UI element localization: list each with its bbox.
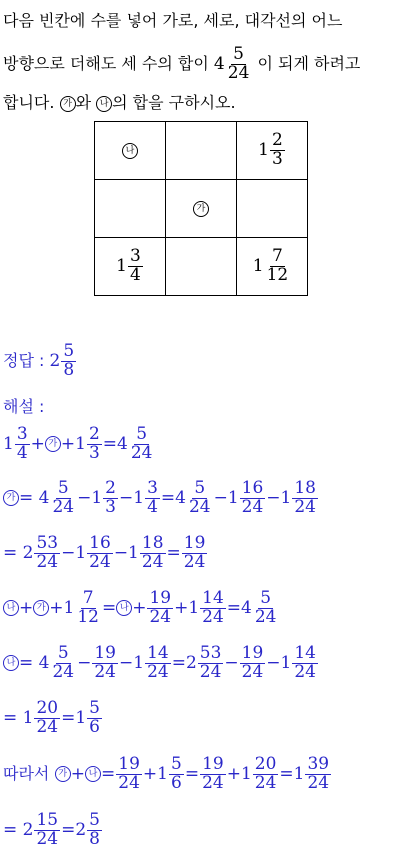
grid-cell-empty <box>237 180 308 238</box>
question-text: 이 되게 하려고 <box>257 53 361 73</box>
circled-na-marker: 나 <box>85 766 101 782</box>
solution-step-5: 나 = 4 $\frac{5}{24}$ − $\frac{19}{24}$ −1 $\frac{14}{24}$ =2 $\frac{53}{24}$ − $\frac{19}{24}$ −1 $\frac{14}{24}$ <box>3 645 319 682</box>
mixed-whole: 1 <box>252 256 264 276</box>
circled-ga-marker: 가 <box>33 600 49 616</box>
sum-whole: 4 <box>213 53 225 74</box>
solution-step-2: 가 = 4 $\frac{5}{24}$ −1 $\frac{2}{3}$ −1 $\frac{3}{4}$ =4 $\frac{5}{24}$ −1 $\frac{16}{24}$ −1 $\frac{18}{24}$ <box>3 480 319 517</box>
answer-whole: 2 <box>49 350 61 371</box>
numerator: 2 <box>272 130 283 151</box>
solution-step-8: = 2 $\frac{15}{24}$ =2 $\frac{5}{8}$ <box>3 810 100 849</box>
solution-step-3: = 2 $\frac{53}{24}$ −1 $\frac{16}{24}$ −1 $\frac{18}{24}$ = $\frac{19}{24}$ <box>3 533 206 572</box>
circled-na-marker: 나 <box>96 96 112 112</box>
denominator: 4 <box>130 265 141 285</box>
circled-na-marker: 나 <box>116 600 132 616</box>
sum-denominator: 24 <box>227 62 250 83</box>
question-line-2 <box>3 46 360 83</box>
circled-ga-marker: 가 <box>3 490 19 506</box>
circled-na-marker: 나 <box>3 600 19 616</box>
numerator: 3 <box>130 246 141 267</box>
denominator: 12 <box>266 265 289 285</box>
therefore-text: 따라서 <box>3 763 50 783</box>
target-sum <box>213 44 252 83</box>
solution-step-6: = 1 $\frac{20}{24}$ =1 $\frac{5}{6}$ <box>3 698 100 737</box>
grid-cell <box>237 122 308 180</box>
question-line-3 <box>3 90 236 113</box>
grid-cell <box>95 122 166 180</box>
sum-numerator: 5 <box>233 44 244 64</box>
numerator: 7 <box>272 246 283 267</box>
circled-na-marker: 나 <box>122 143 138 159</box>
grid-cell-empty <box>166 238 237 296</box>
circled-ga-marker: 가 <box>55 766 71 782</box>
grid-cell <box>95 238 166 296</box>
grid-cell-empty <box>166 122 237 180</box>
solution-step-4: 나 + 가 +1 $\frac{7}{12}$ = 나 + $\frac{19}{24}$ +1 $\frac{14}{24}$ =4 $\frac{5}{24}$ <box>3 590 280 627</box>
circled-na-marker: 나 <box>3 655 19 671</box>
answer-line <box>3 343 77 380</box>
question-text: 방향으로 더해도 세 수의 합이 <box>3 53 209 73</box>
circled-ga-marker: 가 <box>193 201 209 217</box>
grid-cell <box>166 180 237 238</box>
question-text: 의 합을 구하시오. <box>112 93 236 112</box>
solution-step-7: 따라서 가 + 나 = $\frac{19}{24}$ +1 $\frac{5}{6}$ = $\frac{19}{24}$ +1 $\frac{20}{24}$ =1 $\frac{39}{24}$ <box>3 754 330 793</box>
question-text: 와 <box>75 93 92 112</box>
answer-label: 정답 : <box>3 350 45 370</box>
solution-label: 해설 : <box>3 397 45 416</box>
denominator: 3 <box>272 149 283 169</box>
answer-value <box>49 341 77 380</box>
grid-cell-empty <box>95 180 166 238</box>
question-line-1: 다음 빈칸에 수를 넣어 가로, 세로, 대각선의 어느 <box>3 11 343 30</box>
mixed-whole: 1 <box>258 140 269 160</box>
circled-ga-marker: 가 <box>45 436 61 452</box>
mixed-whole: 1 <box>116 256 127 276</box>
answer-numerator: 5 <box>63 341 75 361</box>
circled-ga-marker: 가 <box>60 96 76 112</box>
solution-step-1: 1 $\frac{3}{4}$ + 가 +1 $\frac{2}{3}$ =4 $\frac{5}{24}$ <box>3 424 153 463</box>
question-text: 합니다. <box>3 93 55 112</box>
grid-cell <box>237 238 308 296</box>
answer-denominator: 8 <box>63 359 75 380</box>
magic-square-grid <box>94 121 308 296</box>
